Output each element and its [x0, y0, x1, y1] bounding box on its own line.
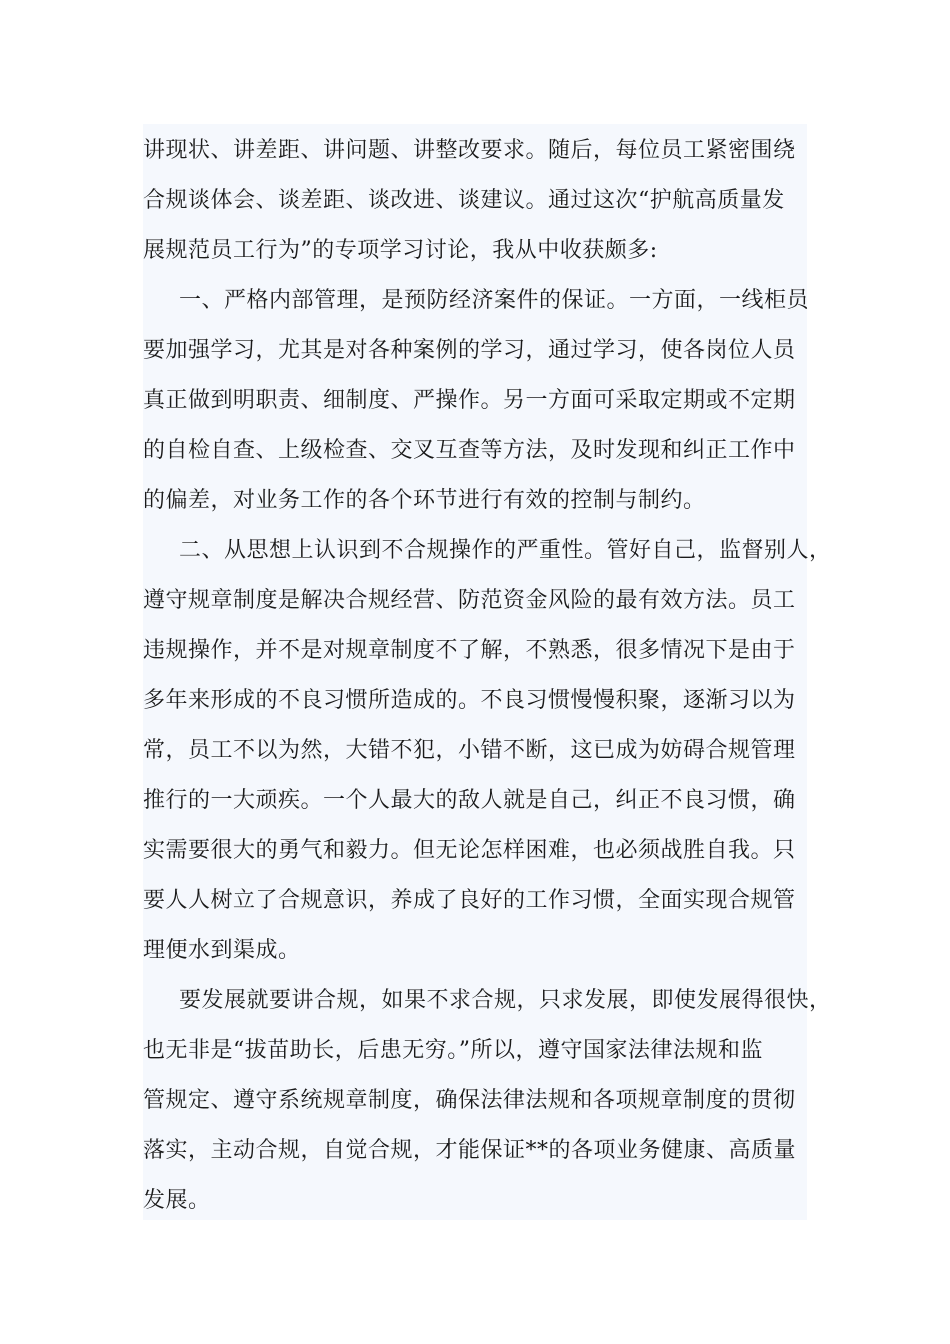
text-line: 的自检自查、上级检查、交叉互查等方法，及时发现和纠正工作中 [143, 438, 796, 463]
text-line: 要加强学习，尤其是对各种案例的学习，通过学习，使各岗位人员 [143, 338, 796, 363]
text-line: 也无非是“拔苗助长，后患无穷。”所以，遵守国家法律法规和监 [143, 1038, 763, 1063]
text-line: 要人人树立了合规意识，养成了良好的工作习惯，全面实现合规管 [143, 888, 796, 913]
text-body [143, 124, 832, 1220]
text-line: 违规操作，并不是对规章制度不了解，不熟悉，很多情况下是由于 [143, 638, 796, 663]
paragraph-first-line: 要发展就要讲合规，如果不求合规，只求发展，即使发展得很快， [179, 988, 832, 1013]
text-line: 遵守规章制度是解决合规经营、防范资金风险的最有效方法。员工 [143, 588, 796, 613]
text-line: 推行的一大顽疾。一个人最大的敌人就是自己，纠正不良习惯，确 [143, 788, 796, 813]
text-line: 展规范员工行为”的专项学习讨论，我从中收获颇多: [143, 238, 658, 263]
text-line: 理便水到渠成。 [143, 938, 301, 963]
text-line: 管规定、遵守系统规章制度，确保法律法规和各项规章制度的贯彻 [143, 1088, 796, 1113]
text-line: 真正做到明职责、细制度、严操作。另一方面可采取定期或不定期 [143, 388, 796, 413]
text-line: 发展。 [143, 1188, 211, 1213]
text-line: 的偏差，对业务工作的各个环节进行有效的控制与制约。 [143, 488, 706, 513]
text-line: 讲现状、讲差距、讲问题、讲整改要求。随后，每位员工紧密围绕 [143, 138, 796, 163]
text-line: 合规谈体会、谈差距、谈改进、谈建议。通过这次“护航高质量发 [143, 188, 785, 213]
text-line: 多年来形成的不良习惯所造成的。不良习惯慢慢积聚，逐渐习以为 [143, 688, 796, 713]
text-line: 落实，主动合规，自觉合规，才能保证**的各项业务健康、高质量 [143, 1138, 797, 1163]
text-line: 常，员工不以为然，大错不犯，小错不断，这已成为妨碍合规管理 [143, 738, 796, 763]
paragraph-first-line: 二、从思想上认识到不合规操作的严重性。管好自己，监督别人， [179, 538, 832, 563]
text-line: 实需要很大的勇气和毅力。但无论怎样困难，也必须战胜自我。只 [143, 838, 796, 863]
paragraph-first-line: 一、严格内部管理，是预防经济案件的保证。一方面，一线柜员 [179, 288, 810, 313]
